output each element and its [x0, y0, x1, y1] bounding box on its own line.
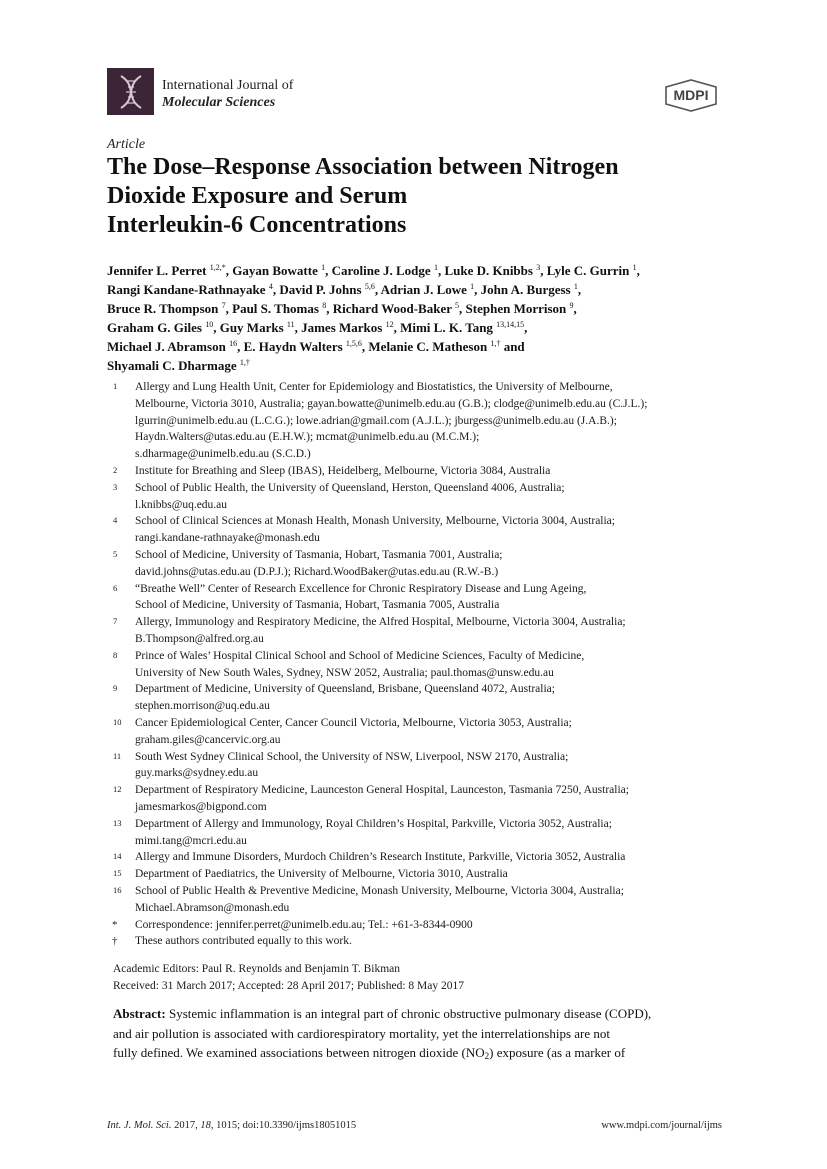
author-name: , Melanie C. Matheson [361, 339, 491, 354]
author-name: Jennifer L. Perret [107, 263, 210, 278]
journal-line-2: Molecular Sciences [162, 95, 276, 110]
author-affiliation-sup: 12 [385, 320, 394, 329]
author-line [107, 318, 737, 337]
affiliation-text: Melbourne, Victoria 3010, Australia; gayan.bowatte@unimelb.edu.au (G.B.); clodge@unimelb.edu.au (C.J.L.); [135, 397, 648, 410]
affiliation-text: Prince of Wales’ Hospital Clinical School and School of Medicine Sciences, Faculty of Medicine, [135, 649, 585, 662]
affiliation-text: Department of Allergy and Immunology, Royal Children’s Hospital, Parkville, Victoria 3052, Australia; [135, 817, 612, 830]
affiliation-text: jamesmarkos@bigpond.com [135, 800, 267, 813]
abstract-subscript: 2 [484, 1051, 490, 1061]
affiliation-text: Department of Respiratory Medicine, Launceston General Hospital, Launceston, Tasmania 7250, Australia; [135, 784, 629, 797]
affiliation-number: 14 [113, 851, 122, 862]
footer-doi: , 1015; doi:10.3390/ijms18051015 [210, 1120, 357, 1131]
author-list [107, 261, 737, 375]
affiliation-item [107, 614, 727, 648]
affiliation-text: School of Public Health, the University of Queensland, Herston, Queensland 4006, Australia; [135, 481, 565, 494]
affiliation-item [107, 513, 727, 547]
affiliation-text: School of Medicine, University of Tasmania, Hobart, Tasmania 7001, Australia; [135, 548, 503, 561]
author-name: , [577, 282, 582, 297]
abstract-text-3a: fully defined. We examined associations between nitrogen dioxide (NO [113, 1045, 485, 1060]
affiliation-text: Allergy and Immune Disorders, Murdoch Children’s Research Institute, Parkville, Victoria 3052, Australia [135, 851, 626, 864]
publisher-text: MDPI [673, 87, 709, 103]
affiliation-text: School of Public Health & Preventive Medicine, Monash University, Melbourne, Victoria 3004, Australia; [135, 884, 624, 897]
affiliation-text: School of Medicine, University of Tasmania, Hobart, Tasmania 7005, Australia [135, 599, 500, 612]
affiliation-number: 4 [113, 515, 118, 526]
author-name: , John A. Burgess [474, 282, 574, 297]
author-name: , Stephen Morrison [459, 301, 570, 316]
affiliation-text: Cancer Epidemiological Center, Cancer Council Victoria, Melbourne, Victoria 3053, Australia; [135, 716, 572, 729]
author-name: Rangi Kandane-Rathnayake [107, 282, 269, 297]
author-affiliation-sup: 4 [268, 282, 273, 291]
affiliation-item [107, 379, 727, 463]
author-name: , Lyle C. Gurrin [540, 263, 633, 278]
affiliation-number: 16 [113, 884, 122, 895]
author-name: , Richard Wood-Baker [326, 301, 456, 316]
abstract [113, 1004, 723, 1063]
author-affiliation-sup: 1 [470, 282, 475, 291]
title-line-3: Interleukin-6 Concentrations [107, 212, 407, 238]
affiliation-number: 5 [113, 548, 118, 559]
author-name: Michael J. Abramson [107, 339, 230, 354]
affiliation-text: School of Clinical Sciences at Monash Health, Monash University, Melbourne, Victoria 3004, Australia; [135, 515, 615, 528]
author-name: , Guy Marks [213, 320, 287, 335]
affiliation-text: These authors contributed equally to this work. [135, 935, 352, 948]
abstract-line-3 [113, 1043, 723, 1063]
affiliation-item [107, 480, 727, 514]
author-affiliation-sup: 1 [573, 282, 578, 291]
footer-volume: 18 [200, 1120, 211, 1131]
affiliation-text: B.Thompson@alfred.org.au [135, 632, 264, 645]
author-name: , Paul S. Thomas [225, 301, 323, 316]
citation-footer [107, 1120, 356, 1131]
affiliation-number: 9 [113, 683, 118, 694]
abstract-label: Abstract: [113, 1006, 166, 1021]
affiliation-item [107, 463, 727, 480]
author-name: Graham G. Giles [107, 320, 206, 335]
affiliation-item [107, 917, 727, 934]
affiliation-item [107, 866, 727, 883]
affiliation-text: Allergy, Immunology and Respiratory Medicine, the Alfred Hospital, Melbourne, Victoria 3004, Australia; [135, 616, 626, 629]
affiliation-text: s.dharmage@unimelb.edu.au (S.C.D.) [135, 448, 311, 461]
affiliation-number: 15 [113, 868, 122, 879]
affiliation-item [107, 782, 727, 816]
affiliation-text: lgurrin@unimelb.edu.au (L.C.G.); lowe.adrian@gmail.com (A.J.L.); jburgess@unimelb.edu.au (J.A.B.); [135, 414, 617, 427]
affiliation-number: 3 [113, 481, 118, 492]
title-line-1: The Dose–Response Association between Nitrogen [107, 154, 619, 180]
author-line [107, 261, 737, 280]
affiliation-number: 6 [113, 582, 118, 593]
author-name: , Mimi L. K. Tang [393, 320, 497, 335]
academic-editors: Academic Editors: Paul R. Reynolds and Benjamin T. Bikman [113, 963, 401, 975]
author-affiliation-sup: 1 [632, 263, 637, 272]
author-name: , [636, 263, 640, 278]
affiliation-list [107, 379, 727, 950]
affiliation-text: Correspondence: jennifer.perret@unimelb.edu.au; Tel.: +61-3-8344-0900 [135, 918, 473, 931]
author-name: , Adrian J. Lowe [374, 282, 471, 297]
affiliation-number: † [112, 935, 118, 948]
publication-dates: Received: 31 March 2017; Accepted: 28 April 2017; Published: 8 May 2017 [113, 980, 465, 992]
journal-name [162, 77, 293, 111]
affiliation-item [107, 681, 727, 715]
affiliation-item [107, 883, 727, 917]
affiliation-text: University of New South Wales, Sydney, NSW 2052, Australia; paul.thomas@unsw.edu.au [135, 666, 554, 679]
author-affiliation-sup: 11 [286, 320, 295, 329]
affiliation-item [107, 749, 727, 783]
affiliation-text: Institute for Breathing and Sleep (IBAS), Heidelberg, Melbourne, Victoria 3084, Australia [135, 464, 551, 477]
abstract-text-1: Systemic inflammation is an integral part of chronic obstructive pulmonary disease (COPD), [165, 1006, 652, 1021]
affiliation-text: South West Sydney Clinical School, the University of NSW, Liverpool, NSW 2170, Australia; [135, 750, 569, 763]
author-name: , Luke D. Knibbs [437, 263, 537, 278]
author-name: , Caroline J. Lodge [325, 263, 434, 278]
affiliation-text: rangi.kandane-rathnayake@monash.edu [135, 532, 320, 545]
author-affiliation-sup: 7 [221, 301, 226, 310]
author-name: , David P. Johns [272, 282, 365, 297]
author-line [107, 280, 737, 299]
abstract-text-3b: ) exposure (as a marker of [489, 1045, 626, 1060]
author-affiliation-sup: 5,6 [364, 282, 375, 291]
affiliation-number: 13 [113, 817, 122, 828]
author-affiliation-sup: 16 [229, 339, 238, 348]
journal-url[interactable]: www.mdpi.com/journal/ijms [601, 1120, 722, 1131]
affiliation-number: 2 [113, 464, 118, 475]
affiliation-text: Department of Medicine, University of Queensland, Brisbane, Queensland 4072, Australia; [135, 683, 555, 696]
journal-logo [107, 68, 154, 115]
affiliation-text: “Breathe Well” Center of Research Excellence for Chronic Respiratory Disease and Lung Ageing, [135, 582, 587, 595]
author-affiliation-sup: 10 [205, 320, 214, 329]
abstract-line-1 [113, 1004, 723, 1024]
journal-abbr: Int. J. Mol. Sci. [107, 1120, 172, 1131]
affiliation-number: 1 [113, 381, 118, 391]
author-affiliation-sup: 1,† [239, 358, 250, 367]
affiliation-item [107, 648, 727, 682]
journal-line-1: International Journal of [162, 78, 294, 93]
affiliation-text: graham.giles@cancervic.org.au [135, 733, 281, 746]
affiliation-text: mimi.tang@mcri.edu.au [135, 834, 247, 847]
affiliation-item [107, 547, 727, 581]
footer-year: 2017, [171, 1120, 201, 1131]
affiliation-text: Haydn.Walters@utas.edu.au (E.H.W.); mcmat@unimelb.edu.au (M.C.M.); [135, 431, 480, 444]
affiliation-text: guy.marks@sydney.edu.au [135, 767, 259, 780]
affiliation-item [107, 849, 727, 866]
author-line [107, 299, 737, 318]
author-name: , James Markos [294, 320, 386, 335]
affiliation-number: * [112, 918, 118, 931]
affiliation-text: Department of Paediatrics, the University of Melbourne, Victoria 3010, Australia [135, 868, 508, 881]
abstract-line-2: and air pollution is associated with cardiorespiratory mortality, yet the interrelationships are not [113, 1025, 610, 1041]
affiliation-text: Allergy and Lung Health Unit, Center for Epidemiology and Biostatistics, the University of Melbourne, [135, 381, 613, 393]
affiliation-text: david.johns@utas.edu.au (D.P.J.); Richard.WoodBaker@utas.edu.au (R.W.-B.) [135, 565, 499, 578]
author-line [107, 356, 737, 375]
dna-helix-icon [107, 68, 154, 115]
affiliation-item [107, 715, 727, 749]
affiliation-number: 12 [113, 784, 122, 795]
affiliation-text: stephen.morrison@uq.edu.au [135, 700, 270, 713]
affiliation-number: 11 [113, 750, 122, 761]
author-affiliation-sup: 1,5,6 [345, 339, 362, 348]
author-name: , [573, 301, 577, 316]
article-title [107, 153, 747, 240]
affiliation-item [107, 581, 727, 615]
author-name: , Gayan Bowatte [225, 263, 322, 278]
author-affiliation-sup: 1 [433, 263, 438, 272]
author-affiliation-sup: 9 [569, 301, 574, 310]
affiliation-text: Michael.Abramson@monash.edu [135, 901, 290, 914]
author-name: , E. Haydn Walters [237, 339, 346, 354]
author-affiliation-sup: 8 [322, 301, 327, 310]
affiliation-item [107, 933, 727, 950]
publication-meta [113, 961, 464, 995]
author-affiliation-sup: 1 [321, 263, 326, 272]
affiliation-text: l.knibbs@uq.edu.au [135, 498, 228, 511]
affiliation-number: 8 [113, 649, 118, 660]
author-name: Shyamali C. Dharmage [107, 358, 240, 373]
author-name: Bruce R. Thompson [107, 301, 222, 316]
affiliation-number: 7 [113, 616, 118, 627]
author-affiliation-sup: 1,† [490, 339, 501, 348]
author-affiliation-sup: 3 [536, 263, 541, 272]
article-type: Article [107, 137, 146, 152]
affiliation-item [107, 816, 727, 850]
author-name: , [524, 320, 528, 335]
author-affiliation-sup: 5 [455, 301, 460, 310]
title-line-2: Dioxide Exposure and Serum [107, 183, 408, 209]
author-affiliation-sup: 13,14,15 [496, 320, 525, 329]
affiliation-number: 10 [113, 716, 122, 727]
mdpi-logo [660, 79, 722, 112]
author-name: and [500, 339, 525, 354]
author-line [107, 337, 737, 356]
author-affiliation-sup: 1,2,* [209, 263, 226, 272]
